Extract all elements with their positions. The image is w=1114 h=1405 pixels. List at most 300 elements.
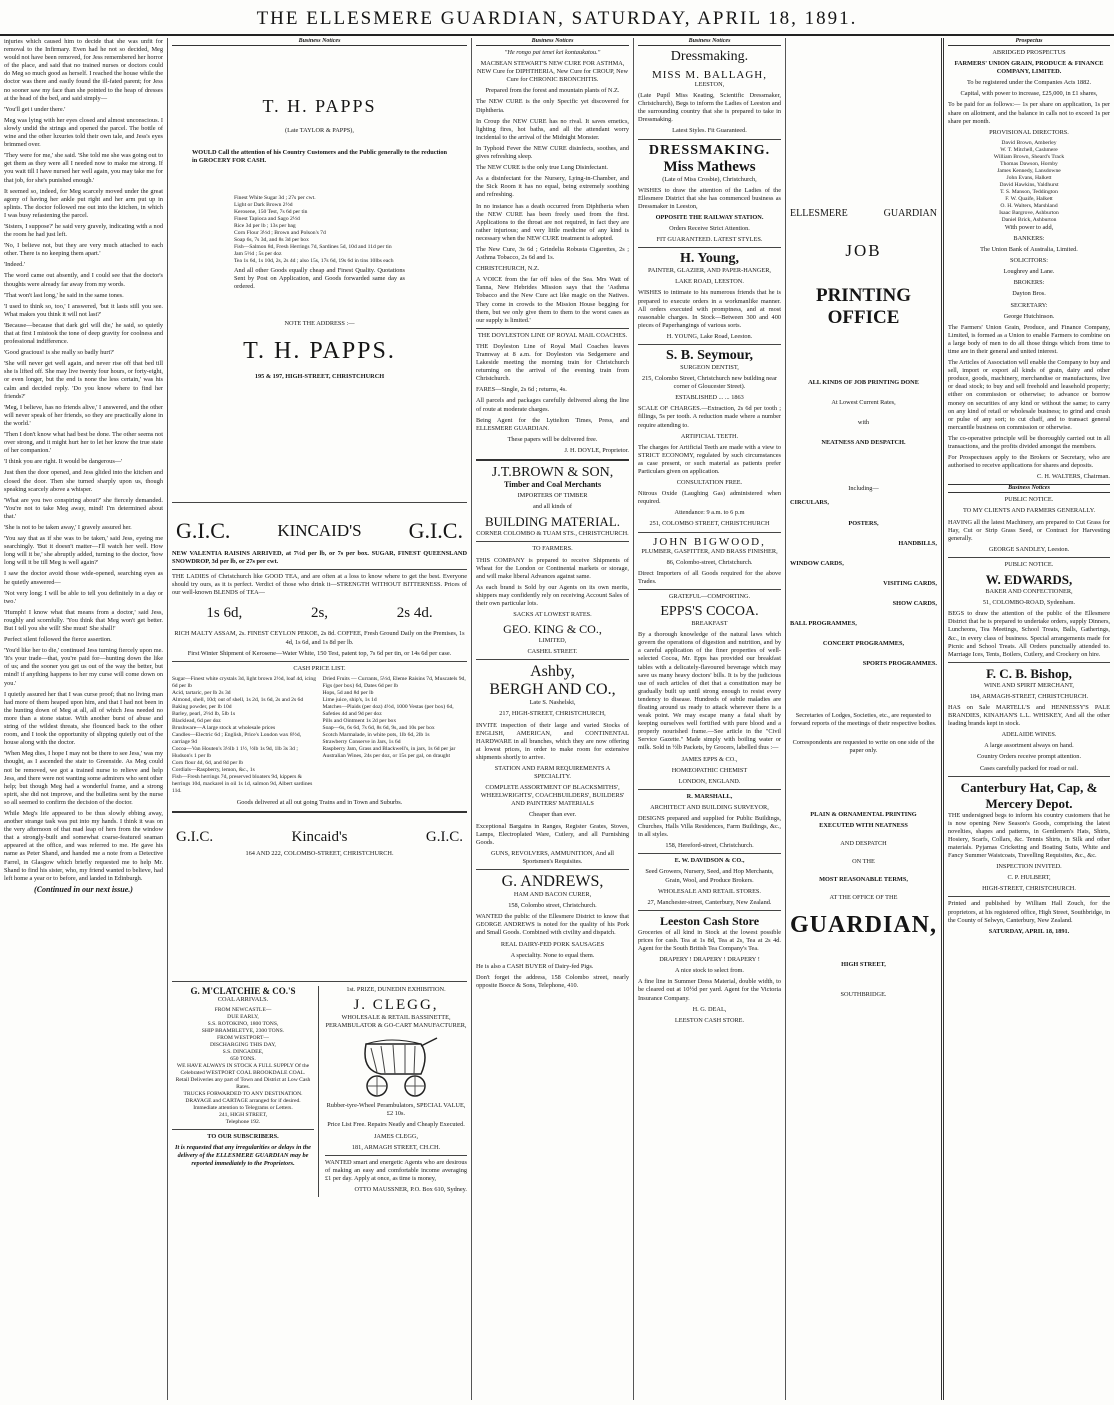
- ballagh-title: Dressmaking.: [670, 49, 749, 64]
- cash-item: Dried Fruits — Currants, 5½d, Eleme Raisins 7d, Muscatels 9d, Figs (per box) 6d, Dates 6d per lb: [322, 675, 466, 689]
- bankers-label: BANKERS:: [1013, 234, 1045, 242]
- director-name: James Kennedy, Lansdowne: [997, 167, 1061, 174]
- clegg-rubber: Rubber-tyre-Wheel Perambulators, SPECIAL VALUE, £2 10s.: [326, 1102, 466, 1118]
- director-name: William Brown, Sheard's Track: [993, 153, 1065, 160]
- macbean-paragraph: The NEW CURE is the only true Lung Disinfectant.: [476, 164, 608, 172]
- job-item: CIRCULARS,: [790, 499, 830, 507]
- seymour-scale: SCALE OF CHARGES.—Extraction, 2s 6d per tooth ; fillings, 5s per tooth. A reduction made where a number require attending to.: [638, 405, 781, 429]
- printing-office: PRINTING OFFICE: [815, 285, 911, 328]
- story-paragraph: 'Indeed.': [4, 261, 25, 269]
- farmers-union-text-2: The Articles of Association will enable the Company to buy and sell, import or export all kinds of grain, dairy and other produce, goods, machinery, merchandise or manufactures, live or dead stock; to buy and sell freehold and leasehold property; either on commission or otherwise; to advance or borrow money on securities of any kind or without the same; to carry on any kind of retail or wholesale business; to grind and crush or pulse of any sort; to cut chaff, and to transact general mercantile business on commission or otherwise.: [948, 359, 1110, 431]
- seymour-established: ESTABLISHED ... ... 1863: [675, 394, 744, 402]
- job-item: SPORTS PROGRAMMES.: [862, 660, 937, 668]
- papps-note: NOTE THE ADDRESS :—: [284, 319, 355, 327]
- epps-breakfast: BREAKFAST: [691, 620, 728, 628]
- andrews-address-note: Don't forget the address, 158 Colombo street, nearly opposite Boece & Sons, Telephone, 410.: [476, 973, 629, 989]
- andrews-address: 158, Colombo street, Christchurch.: [508, 902, 597, 910]
- story-paragraph: 'I used to think so, too,' I answered, 'but it lasts still you see. What makes you think it will not last?': [4, 302, 163, 318]
- story-paragraph: 'They were for me,' she said. 'She told me she was going out to get them as they were all I needed now to make me strong. If you wait till I have nursed her well again, you may take me for that job, for she's punished enough.': [4, 152, 163, 184]
- mathews-opposite: OPPOSITE THE RAILWAY STATION.: [655, 213, 764, 221]
- edwards-text: BEGS to draw the attention of the public of the Ellesmere District that he is prepared to undertake orders, supply Dinners, Luncheons, Tea Meetings, School Treats, Balls, Gatherings, &c., in every class of business. Special arrangements made for Picnic and School Treats. All Orders punctually attended to. Marriage Ices, Tents, Boilers, Cutlery, and Crockery on hire.: [948, 610, 1110, 658]
- public-notice-title: PUBLIC NOTICE.: [1004, 496, 1054, 504]
- jt-brown-all: and all kinds of: [533, 503, 572, 511]
- clegg-name: J. CLEGG,: [353, 997, 439, 1014]
- mcclatchie-line: DRAYAGE and CARTAGE arranged for if desired.: [185, 1098, 301, 1105]
- mcclatchie-line: 650 TONS.: [230, 1056, 256, 1063]
- young-name: H. Young,: [679, 251, 739, 267]
- kincaids-title: Kincaid's: [291, 828, 348, 845]
- cash-item: Cocoa—Van Houten's 3½lb 1 1½, ½lb 1s 9d, 1lb 3s 3d ; Hudson's 1 per lb: [172, 745, 298, 759]
- macbean-paragraph: CHRISTCHURCH, N.Z.: [476, 265, 540, 273]
- story-paragraph: 'Sisters, I suppose?' he said very gravely, indicating with a nod the room he had just left.: [4, 222, 163, 239]
- job-printing-column: [786, 38, 944, 1400]
- mcclatchie-line: Telephone 192.: [225, 1119, 261, 1126]
- farmers-sacks: SACKS AT LOWEST RATES.: [513, 611, 592, 619]
- cash-list-title: CASH PRICE LIST.: [293, 664, 346, 672]
- cash-item: Matches—Plaids (per doz) 4½d, 1000 Vestas (per box) 6d, Safeties 4d and 9d per doz: [322, 703, 454, 717]
- cash-item: Hops, 5d and 8d per lb: [322, 689, 374, 696]
- marshall-name: R. MARSHALL,: [686, 792, 733, 800]
- davidson-sub: Seed Growers, Nursery, Seed, and Hop Merchants, Grain, Wool, and Produce Brokers.: [645, 868, 774, 884]
- mcclatchie-line: DUE EARLY,: [227, 1014, 259, 1021]
- story-paragraph: 'You'd like her to die,' continued Jess turning fiercely upon me. 'It's your trade—that, you're paid for—hunting down the like of us; and the sooner you get us out of the way the better, but mind! if anything happens to her my curse will come down on you.': [4, 647, 163, 687]
- macbean-text: [476, 98, 629, 324]
- all-kinds: ALL KINDS OF JOB PRINTING DONE: [808, 379, 919, 386]
- column-heading: Business Notices: [172, 38, 467, 46]
- solicitors: Loughrey and Lane.: [1003, 268, 1055, 276]
- davidson-address: 27, Manchester-street, Canterbury, New Zealand.: [647, 898, 772, 906]
- story-paragraph: Perfect silent followed the fierce assertion.: [4, 636, 112, 644]
- public-notice-to: TO MY CLIENTS AND FARMERS GENERALLY.: [962, 507, 1096, 515]
- guardian-word: GUARDIAN: [883, 208, 937, 219]
- cash-item: Corn flour 4d, 6d, and 8d per lb: [172, 759, 243, 766]
- ballagh-fit: Latest Styles. Fit Guaranteed.: [672, 127, 747, 135]
- price-item: Finest Tapioca and Sago 2½d: [234, 216, 300, 223]
- story-paragraph: 'She will never get well again, and never rise off that bed till she is lifted off. She may live twenty four hours, or forty-eight, or even longer, but the end is none the less certain,' was his calm and decided reply. 'Do you know where to find her friends?': [4, 360, 163, 400]
- executed-neatness: EXECUTED WITH NEATNESS: [819, 821, 908, 829]
- secretary: George Hutchinson.: [1003, 312, 1055, 320]
- macbean-prepared: Prepared from the forest and mountain plants of N.Z.: [485, 87, 620, 95]
- cash-item: Strawberry Conserve in Jars, 1s 6d: [322, 738, 401, 745]
- story-paragraph: I quietly assured her that I was curse proof; that no living man had more of them heaped upon him, and that I had not been in the hunting down of Meg at all, all of which Jess needed no more than a stone statue. With another burst of abuse and string of the wildest threats, she flounced back to the other room, and I took the opportunity of slipping quietly out of the house along with the doctor.: [4, 690, 163, 747]
- reasonable-terms: MOST REASONABLE TERMS,: [819, 876, 908, 884]
- doyleston-papers: These papers will be delivered free.: [507, 435, 598, 443]
- seymour-consult: CONSULTATION FREE.: [676, 479, 743, 487]
- story-paragraph: injuries which caused him to decide that she was unfit for removal to the Infirmary. Even had he not so decided, Meg would not have been removed, for Jess remembered her horror of the place, and said that no trained nurses or doctors could do Meg so much good as herself. I reached the house while the doctor was there and easily found the ill-fated parent; for Jess no sooner saw my face than she pointed to the heap of dresses at the head of the bed, and said simply—: [4, 38, 163, 102]
- cash-item: Barley, pearl, 2½d lb, 5lb 1s: [172, 710, 236, 717]
- cash-item: Scotch Marmalade, in white pots, 1lb 6d, 2lb 1s: [322, 731, 430, 738]
- tea-prices: [172, 605, 467, 622]
- bergh-name: BERGH AND CO.,: [489, 681, 616, 699]
- tea-price: 2s,: [310, 605, 329, 622]
- lowest-rates: At Lowest Current Rates,: [831, 399, 896, 407]
- mcclatchie-sub: COAL ARRIVALS.: [217, 996, 269, 1003]
- solicitors-label: SOLICITORS:: [1009, 257, 1049, 265]
- imprint-date: SATURDAY, APRIL 18, 1891.: [988, 927, 1070, 935]
- seymour-name: S. B. Seymour,: [665, 347, 753, 363]
- story-paragraph: 'When Meg dies, I hope I may not be there to see Jess,' was my thought, as I ascended the stair to Greenside. As Meg could not be removed, we got a trained nurse to relieve and help Jess, and there were not wanting some admirers who sent other help; but though Meg had a wonderful frame, and a strong spirit, she did not improve, and the bulletins sent by the nurse so all seemed to confirm the decision of the doctor.: [4, 750, 163, 806]
- epps-london: LONDON, ENGLAND.: [678, 777, 741, 785]
- mcclatchie-line: Retail Deliveries any part of Town and District at Low Cash Rates.: [175, 1077, 311, 1091]
- with-word: with: [857, 419, 870, 427]
- macbean-paragraph: The New Cure, 3s 6d ; Grindelia Robusta Cigarettes, 2s ; Asthma Tobacco, 2s 6d and 1s.: [476, 245, 629, 262]
- doyleston-title: THE DOYLESTON LINE OF ROYAL MAIL COACHES.: [477, 331, 628, 339]
- clegg-prize: 1st. PRIZE, DUNEDIN EXHIBITION.: [346, 986, 446, 993]
- macbean-paragraph: In Typhoid Fever the NEW CURE disinfects, soothes, and gives refreshing sleep.: [476, 144, 629, 161]
- story-paragraph: 'Meg, I believe, has no friends alive,' I answered, and the other will never speak of her friends, so they are practically alone in the world.': [4, 403, 163, 427]
- seymour-artificial: ARTIFICIAL TEETH.: [680, 432, 739, 440]
- secretaries-note: Secretaries of Lodges, Societies, etc., are requested to forward reports of the meetings of their respective bodies.: [790, 712, 937, 728]
- story-paragraph: It seemed so, indeed, for Meg scarcely moved under the great agony of having her ankle put right and her arm put up in splints. The doctor followed me out into the kitchen, in which I was busy refastening the parcel.: [4, 187, 163, 219]
- seymour-artificial-text: The charges for Artificial Teeth are made with a view to STRICT ECONOMY, regulated by such circumstances as case present, or such material as patients prefer Particulars given on application.: [638, 443, 781, 475]
- story-paragraph: Just then the door opened, and Jess glided into the kitchen and closed the door. Then she turned sharply upon us, though speaking scarcely above a whisper.: [4, 469, 163, 493]
- tea-price: 1s 6d,: [206, 605, 243, 622]
- farmers-text-2: As each brand is Sold by our Agents on its own merits, shippers may confidently rely on receiving Account Sales of their own particular lots.: [476, 583, 629, 607]
- cash-item: Pills and Ointment 1s 2d per box: [322, 717, 397, 724]
- gic-tea: THE LADIES of Christchurch like GOOD TEA, and are often at a loss to know where to get the best. Everyone should try ours, as it is perfect. Verdict of those who drink it—STRENGTH WITHOUT BITTERNESS. Prices of our well-known BLENDS of TEA—: [172, 573, 467, 597]
- clegg-advert: [325, 986, 467, 1197]
- cash-item: Australian Wines, 24s per doz, or 15s per gal, on draught: [322, 752, 451, 759]
- provisional-directors: PROVISIONAL DIRECTORS.: [989, 128, 1069, 136]
- job-item: BALL PROGRAMMES,: [790, 620, 857, 628]
- director-name: T. S. Manson, Teddington: [1000, 188, 1058, 195]
- story-paragraph: 'No, I believe not, but they are very much attached to each other. There is no keeping them apart.': [4, 242, 163, 258]
- papps-outro: And all other Goods equally cheap and Finest Quality. Quotations Sent by Post on Application, and Goods forwarded same day as ordered.: [234, 267, 405, 291]
- epps-grateful: GRATEFUL—COMFORTING.: [668, 592, 751, 600]
- doyleston-parcels: All parcels and packages carefully delivered along the line of route at moderate charges.: [476, 397, 629, 413]
- marshall-address: 158, Hereford-street, Christchurch.: [665, 842, 754, 850]
- bigwood-name: JOHN BIGWOOD,: [653, 535, 766, 548]
- notices-column-4: [634, 38, 786, 1400]
- bishop-text: HAS on Sale MARTELL'S and HENNESSY'S PALE BRANDIES, KINAHAN'S L.L. WHISKEY, And all the other leading brands kept in stock.: [948, 703, 1110, 728]
- mathews-title: DRESSMAKING.: [648, 142, 771, 158]
- cash-item: Blacklead, 6d per doz: [172, 717, 221, 724]
- story-paragraph: 'Humph! I know what that means from a doctor,' said Jess, roughly and scornfully. 'You think that Meg won't get better. But I tell you she will! She must! She shall!': [4, 608, 163, 632]
- ashby-address: 217, HIGH-STREET, CHRISTCHURCH,: [499, 710, 606, 718]
- director-name: W. T. Mitchell, Cashmere: [1000, 146, 1058, 153]
- clegg-address: 181, ARMAGH STREET, CH.CH.: [351, 1143, 441, 1151]
- gic-right: G.I.C.: [408, 518, 463, 543]
- mcclatchie-advert: [172, 986, 319, 1197]
- cash-footer: Goods delivered at all out going Trains and in Town and Suburbs.: [236, 798, 403, 806]
- mathews-orders: Orders Receive Strict Attention.: [669, 225, 750, 233]
- ashby-guns: GUNS, REVOLVERS, AMMUNITION, And all Sportsmen's Requisites.: [490, 849, 615, 865]
- job-item: HANDBILLS,: [898, 539, 937, 547]
- wanted-sig: OTTO MAUSSNER, P.O. Box 610, Sydney.: [354, 1186, 467, 1194]
- story-paragraph: 'Then I don't know what had best be done. The other seems not over strong, and it might hurt her to let her know the true state of her companion.': [4, 431, 163, 455]
- mcclatchie-line: FROM WESTPORT—: [217, 1035, 269, 1042]
- bankers: The Union Bank of Australia, Limited.: [980, 246, 1078, 254]
- power-to-add: With power to add,: [1004, 223, 1054, 231]
- director-name: Thomas Dawson, Hornby: [1000, 160, 1058, 167]
- andrews-speciality: A speciality. None to equal them.: [510, 951, 595, 959]
- kincaid-advert: [172, 503, 467, 982]
- cash-item: Raspberry Jam, Grass and Blackwell's, in jars, 1s 6d per jar: [322, 745, 456, 752]
- cash-price-list: [172, 676, 467, 795]
- price-item: Kerosene, 150 Test, 7s 6d per tin: [234, 209, 308, 216]
- epps-homeopathic: HOMŒOPATHIC CHEMIST: [671, 766, 748, 774]
- farmers-union-capital: Capital, with power to increase, £25,000, in £1 shares,: [960, 90, 1098, 98]
- andrews-sub: HAM AND BACON CURER,: [513, 891, 592, 899]
- young-text: WISHES to intimate to his numerous friends that he is prepared to execute orders in a workmanlike manner. All orders executed with promptness, and at most reasonable charges. In Stock—Between 300 and 400 pieces of Paperhangings of various sorts.: [638, 289, 781, 329]
- ashby-station: STATION AND FARM REQUIREMENTS A SPECIALITY.: [494, 765, 611, 781]
- leeston-drapery: DRAPERY ! DRAPERY ! DRAPERY !: [659, 956, 760, 964]
- clegg-price: Price List Free. Repairs Neatly and Cheaply Executed.: [327, 1121, 465, 1129]
- masthead: [0, 4, 1114, 36]
- edwards-address: 51, COLOMBO-ROAD, Sydenham.: [982, 599, 1076, 607]
- andrews-buyer: He is also a CASH BUYER of Dairy-fed Pigs.: [476, 962, 594, 970]
- macbean-paragraph: As a disinfectant for the Nursery, Lying-in-Chamber, and the Sick Room it has no equal, being extremely soothing and refreshing.: [476, 175, 629, 199]
- andrews-text: WANTED the public of the Ellesmere District to know that GEORGE ANDREWS is noted for the quality of his Pork and Small Goods. Combined with civility and dispatch.: [476, 913, 629, 937]
- bottom-adverts: [172, 982, 467, 1197]
- mcclatchie-line: WE HAVE ALWAYS IN STOCK A FULL SUPPLY Of the Celebrated WESTPORT COAL BROOKDALE COAL.: [176, 1063, 310, 1077]
- cash-item: Brushware—A large stock at wholesale prices: [172, 724, 276, 731]
- story-paragraph: 'You say that as if she was to be taken,' said Jess, eyeing me searchingly. 'But it doesn't matter—I'll watch her well. How long will it be,' she abruptly added, turning to the doctor, 'how long will it be till Meg is well again?': [4, 535, 163, 567]
- canterbury-inspection: INSPECTION INVITED.: [996, 863, 1062, 871]
- story-column: [0, 38, 168, 1400]
- epps-text: By a thorough knowledge of the natural laws which govern the operations of digestion and nutrition, and by a careful application of the finer properties of well-selected Cocoa, Mr. Epps has provided our breakfast tables with a delicately-flavoured beverage which may save us many heavy doctors' bills. It is by the judicious use of such articles of diet that a constitution may be gradually built up until strong enough to resist every tendency to disease. Hundreds of subtle maladies are floating around us ready to attack wherever there is a weak point. We may escape many a fatal shaft by keeping ourselves well fortified with pure blood and a properly nourished frame.—See article in the "Civil Service Gazette." Made simply with boiling water or milk. Sold in ½lb Packets, by Grocers, labelled thus :—: [638, 631, 781, 752]
- bigwood-importers: Direct Importers of all Goods required for the above Trades.: [638, 569, 781, 585]
- director-name: O. H. Walters, Marshland: [1000, 202, 1058, 209]
- bigwood-sub: PLUMBER, GASFITTER, AND BRASS FINISHER,: [641, 547, 778, 555]
- ashby-text: INVITE inspection of their large and varied Stocks of ENGLISH, AMERICAN, and CONTINENTAL HARDWARE in all branches, which they are now offering at lowest prices, in order to make room for extensive shipments shortly to arrive.: [476, 721, 629, 761]
- kincaid-address: 164 AND 222, COLOMBO-STREET, CHRISTCHURCH.: [245, 849, 394, 857]
- davidson-name: E. W. DAVIDSON & CO.,: [674, 857, 745, 865]
- mcclatchie-line: Immediate attention to Telegrams or Letters.: [193, 1105, 293, 1112]
- canterbury-depot-name: Canterbury Hat, Cap, & Mercery Depot.: [960, 779, 1098, 811]
- doyleston-fares: FARES—Single, 2s 6d ; returns, 4s.: [476, 386, 567, 394]
- mcclatchie-line: S.S. ROTOKINO, 1800 TONS,: [207, 1021, 279, 1028]
- column-heading: Business Notices: [948, 484, 1110, 493]
- notices-column-2: [168, 38, 472, 1400]
- seymour-attendance: Attendance: 9 a.m. to 6 p.m: [674, 509, 745, 517]
- jt-brown-name: J.T.BROWN & SON,: [491, 465, 614, 481]
- southbridge: SOUTHBRIDGE.: [840, 991, 887, 999]
- papps-address: 195 & 197, HIGH-STREET, CHRISTCHURCH: [254, 372, 385, 380]
- jt-brown-sub: Timber and Coal Merchants: [503, 480, 602, 490]
- mcclatchie-lines: [172, 1007, 314, 1126]
- public-notice-text: HAVING all the latest Machinery, am prepared to Cut Grass for Hay, Cut or Strip Grass Seed, or Contract for Harvesting generally.: [948, 518, 1110, 542]
- geo-king-name: GEO. KING & CO.,: [503, 622, 602, 637]
- macbean-paragraph: The NEW CURE is the only Specific yet discovered for Diphtheria.: [476, 98, 629, 114]
- macbean-paragraph: A VOICE from the far off isles of the Sea. Mrs Watt of Tanna, New Hebrides Mission says that the 'Asthma Tobacco and the New Cure act like magic on the Natives. They come in crowds to the Mission House begging for them, but we only give them to them to the worst cases as our supply is limited.': [476, 276, 629, 324]
- notices-column-3: [472, 38, 634, 1400]
- director-name: David Hawkins, Yaldhurst: [999, 181, 1059, 188]
- leeston-sig: H. G. DEAL,: [692, 1005, 727, 1013]
- directors-list: [948, 140, 1110, 224]
- cash-item: Sugar—Finest white crystals 3d, light brown 2½d, loaf 4d, icing 6d per lb: [172, 675, 317, 689]
- ballagh-name: MISS M. BALLAGH,: [651, 69, 767, 81]
- ballagh-town: LEESTON,: [694, 81, 725, 88]
- story-paragraph: Meg was lying with her eyes closed and almost unconscious. I slowly undid the strings and opened the parcel. The bottle of wine and the other luxuries told their own tale, and Jess's eyes brimmed over.: [4, 116, 163, 149]
- guardian-large: GUARDIAN,: [790, 912, 937, 939]
- young-sub: PAINTER, GLAZIER, AND PAPER-HANGER,: [647, 267, 772, 275]
- director-name: Daniel Brick, Ashburton: [1001, 216, 1057, 223]
- papps-advert: [172, 49, 467, 503]
- canterbury-address: HIGH-STREET, CHRISTCHURCH.: [982, 885, 1076, 893]
- mathews-name: Miss Mathews: [663, 158, 756, 175]
- ballagh-text: (Late Pupil Miss Keating, Scientific Dressmaker, Christchurch), Begs to inform the Ladies of Leeston and the surrounding country that she is prepared to take in Dressmaking.: [638, 92, 781, 124]
- ashby-late: Late S. Nashelski,: [529, 699, 576, 707]
- column-heading: Business Notices: [476, 38, 629, 46]
- edwards-sub: BAKER AND CONFECTIONER,: [985, 588, 1073, 596]
- andrews-pork: REAL DAIRY-FED PORK SAUSAGES: [500, 940, 605, 948]
- mcclatchie-line: DISCHARGING THIS DAY,: [210, 1042, 276, 1049]
- prospectus-column: [944, 38, 1114, 1400]
- ashby-complete: COMPLETE ASSORTMENT OF BLACKSMITHS', WHEELWRIGHTS', COACHBUILDERS', BUILDERS' AND PAINTERS' MATERIALS: [480, 784, 625, 808]
- bishop-name: F. C. B. Bishop,: [986, 665, 1072, 681]
- job-item: WINDOW CARDS,: [790, 559, 844, 567]
- director-name: John Evans, Halkett: [1006, 174, 1052, 181]
- cash-item: Baking powder, per lb 10d: [172, 703, 232, 710]
- marshall-text: DESIGNS prepared and supplied for Public Buildings, Churches, Halls Villa Residences, Farm Buildings, &c., in all styles.: [638, 815, 781, 839]
- jt-brown-building: BUILDING MATERIAL.: [484, 514, 621, 530]
- epps-sig: JAMES EPPS & CO.,: [681, 755, 738, 763]
- wanted-agents: WANTED smart and energetic Agents who are desirous of making an easy and comfortable income averaging £1 per day. Apply at once, as time is money,: [325, 1158, 467, 1182]
- brokers: Dayton Bros.: [1012, 290, 1046, 298]
- epps-name: EPPS'S COCOA.: [660, 604, 759, 620]
- gic-left: G.I.C.: [176, 518, 231, 543]
- public-notice-2-title: PUBLIC NOTICE.: [1004, 560, 1054, 568]
- farmers-title: TO FARMERS.: [532, 545, 573, 553]
- subscribers-title: TO OUR SUBSCRIBERS.: [207, 1133, 279, 1141]
- story-paragraph: 'I think you are right. It would be dangerous—': [4, 458, 123, 466]
- ashby-bargains: Exceptional Bargains in Ranges, Register Grates, Stoves, Lamps, Electroplated Ware, Cutlery, and all Furnishing Goods.: [476, 822, 629, 846]
- perambulator-illustration: [351, 1034, 441, 1098]
- mcclatchie-name: G. M'CLATCHIE & CO.'S: [190, 986, 296, 996]
- continued-notice: (Continued in our next issue.): [34, 884, 133, 894]
- at-office: AT THE OFFICE OF THE: [829, 894, 898, 902]
- ashby-name: Ashby,: [530, 663, 575, 681]
- story-paragraph: The word came out absently, and I could see that the doctor's thoughts were already far away from my words.: [4, 272, 163, 288]
- brokers-label: BROKERS:: [1013, 279, 1045, 287]
- papps-price-list: [234, 195, 467, 265]
- leeston-cash-store-name: Leeston Cash Store: [659, 913, 760, 928]
- macbean-title: MACBEAN STEWART'S NEW CURE FOR ASTHMA, NEW Cure for DIPHTHERIA, New Cure for CROUP, New Cure for CHRONIC BRONCHITIS.: [477, 60, 628, 84]
- story-paragraph: 'Good gracious! is she really so badly hurt?': [4, 349, 115, 357]
- price-item: Soap 6s, 7s 3d, and 8s 3d per box: [234, 237, 309, 244]
- farmers-union-reg: To be registered under the Companies Acts 1882.: [966, 79, 1092, 87]
- story-paragraph: 'You'll get i under there.': [4, 105, 66, 113]
- gic-assam: RICH MALTY ASSAM, 2s. FINEST CEYLON PEKOE, 2s 8d. COFFEE, Fresh Ground Daily on the Premises, 1s 4d, 1s 6d, and 1s 8d per lb.: [174, 630, 465, 646]
- and-despatch: AND DESPATCH: [840, 839, 887, 847]
- price-item: Finest White Sugar 3d ; 27s per cwt.: [234, 195, 316, 202]
- geo-king-sub: LIMITED,: [538, 637, 567, 645]
- story-paragraph: 'Because—because that dark girl will die,' he said, so quietly that at first I mistook the tone of deep gravity for coolness and professional indifference.: [4, 321, 163, 346]
- seymour-nitrous: Nitrous Oxide (Laughing Gas) administered when required.: [638, 490, 781, 506]
- mcclatchie-line: S.S. DINGADEE,: [222, 1049, 264, 1056]
- gic-left: G.I.C.: [176, 828, 214, 845]
- including: Including—: [848, 485, 879, 493]
- story-paragraph: 'She is not to be taken away,' I gravely assured her.: [4, 523, 132, 531]
- bishop-address: 184, ARMAGH-STREET, CHRISTCHURCH.: [969, 692, 1089, 700]
- papps-name-large: T. H. PAPPS.: [243, 337, 396, 364]
- high-street: HIGH STREET,: [841, 961, 886, 969]
- price-item: Light or Dark Brown 2½d: [234, 202, 293, 209]
- secretary-label: SECRETARY:: [1010, 301, 1048, 309]
- story-text: [4, 38, 163, 883]
- doyleston-agent: Being Agent for the Lyttelton Times, Press, and ELLESMERE GUARDIAN.: [476, 416, 629, 432]
- price-item: Tea 1s 6d, 1s 10d, 2s, 2s 4d ; also 15s, 17s 6d, 19s 6d in tins 10lbs each: [234, 258, 394, 265]
- column-heading: Business Notices: [638, 38, 781, 46]
- papps-name: T. H. PAPPS: [262, 96, 377, 116]
- jt-brown-importers: IMPORTERS OF TIMBER: [517, 492, 588, 500]
- job-items: [790, 499, 937, 668]
- jt-brown-address: CORNER COLOMBO & TUAM STS., CHRISTCHURCH.: [476, 530, 629, 538]
- clegg-sig: JAMES CLEGG,: [373, 1132, 419, 1140]
- farmers-union-forms: For Prospectuses apply to the Brokers or Secretary, who are authorised to receive applications for shares and deposits.: [948, 454, 1110, 470]
- mcclatchie-line: FROM NEWCASTLE—: [214, 1007, 272, 1014]
- leeston-sig-2: LEESTON CASH STORE.: [674, 1016, 745, 1024]
- cash-item: Cordials—Raspberry, lemon, &c., 1s: [172, 766, 255, 773]
- farmers-union-sig: C. H. WALTERS, Chairman.: [1037, 473, 1110, 481]
- seymour-address: 215, Colombo Street, Christchurch new building near corner of Gloucester Street).: [641, 375, 777, 391]
- doyleston-text: THE Doyleston Line of Royal Mail Coaches leaves Tramway at 8 a.m. for Doyleston via Sedgemere and Lakeside meeting the morning train for Christchurch returning on the arrival of the evening train from Christchurch.: [476, 342, 629, 383]
- job-item: POSTERS,: [848, 519, 879, 527]
- leeston-stock: A nice stock to select from.: [675, 967, 744, 975]
- neatness: NEATNESS AND DESPATCH.: [821, 439, 906, 447]
- mcclatchie-line: 241, HIGH STREET,: [218, 1112, 268, 1119]
- gic-right: G.I.C.: [425, 828, 463, 845]
- ellesmere-word: ELLESMERE: [790, 208, 848, 219]
- correspondents-note: Correspondents are requested to write on one side of the paper only.: [792, 738, 935, 754]
- director-name: David Brown, Amberley: [1001, 139, 1057, 146]
- geo-king-address: CASHEL STREET.: [527, 648, 578, 656]
- director-name: F. W. Quaife, Halkett: [1005, 195, 1053, 202]
- seymour-address-2: 251, COLOMBO STREET, CHRISTCHURCH: [649, 520, 770, 528]
- cash-item: Almond, shell, 10d; out of shell, 1s 2d, 1s 6d, 2s and 2s 6d: [172, 696, 304, 703]
- papps-intro: WOULD Call the attention of his Country Customers and the Public generally to the reduction in GROCERY FOR CASH.: [192, 149, 447, 165]
- papps-late: (Late TAYLOR & PAPPS),: [285, 127, 354, 134]
- price-item: Fish—Salmon 8d, Fresh Herrings 7d, Sardines 5d, 10d and 11d per tin: [234, 244, 392, 251]
- abridged: ABRIDGED PROSPECTUS: [992, 49, 1066, 56]
- seymour-sub: SURGEON DENTIST,: [680, 363, 739, 371]
- public-notice-sig: GEORGE SANDLEY, Leeston.: [988, 545, 1070, 553]
- subscribers-text: It is requested that any irregularities or delays in the delivery of the ELLESMERE GUARDIAN may be reported immediately to the Proprietors.: [175, 1144, 311, 1168]
- story-paragraph: While Meg's life appeared to be thus slowly ebbing away, another strange task was put into my hands. I think it was on the very afternoon of that mad leap of hers from the window that a strongly-built and somewhat coarse-featured seaman appeared at the office, and was referred to me. He gave his name as Peter Shand, and handed me a note from a Detective Farrel, in Glasgow which briefly requested me to help Mr. Shand to find his sister, who, my friend wanted to believe, had left home a year or to before, and landed in Edinburgh.: [4, 809, 163, 882]
- farmers-union-text: The Farmers' Union Grain, Produce, and Finance Company, Limited, is formed as a Union to enable Farmers to combine on a large body of men to do all those things which from time to time are in their general and united interest.: [948, 323, 1110, 355]
- job-item: VISITING CARDS,: [883, 579, 937, 587]
- farmers-union-coop: The co-operative principle will be thoroughly carried out in all transactions, and the profits divided amongst the members.: [948, 434, 1110, 450]
- bishop-sub: WINE AND SPIRIT MERCHANT,: [983, 681, 1075, 689]
- cash-item: Candles—Electric 6d ; English, Price's London wax 8½d, carriage 9d: [172, 731, 302, 745]
- canterbury-text: THE undersigned begs to inform his country customers that he is now opening New Season's Goods, comprising the latest novelties, shapes and patterns, in Gentlemen's Hats, Shirts, Hosiery, Scarfs, Collars, &c. Tennis Shirts, in Silk and other materials. Pyjamas Cricketing and Boating Suits, White and Fancy Summer Waistcoats, Travelling Requisites, &c., &c.: [948, 811, 1110, 860]
- price-item: Corn Flour 3½d ; Brown and Polson's 7d: [234, 230, 326, 237]
- cash-item: Fish—Fresh herrings 7d, preserved bloaters 9d, kippers & herrings 10d, mackarel in oil 1s 1d, salmon 9d, Albert sardines 11d.: [172, 773, 313, 794]
- young-address: LAKE ROAD, LEESTON.: [675, 278, 744, 286]
- story-paragraph: 'What are you two conspiring about?' she fiercely demanded. 'You're not to take Meg away, mind! I'm determined about that.': [4, 496, 163, 520]
- cash-item: Acid, tartaric, per lb 2s 3d: [172, 689, 231, 696]
- mcclatchie-line: SHIP BRAMBLETYE, 2300 TONS.: [201, 1028, 285, 1035]
- bishop-cases: Cases carefully packed for road or rail.: [979, 764, 1079, 772]
- kincaids-title: KINCAID'S: [277, 521, 362, 540]
- job-item: SHOW CARDS,: [892, 599, 937, 607]
- edwards-name: W. EDWARDS,: [985, 572, 1073, 588]
- leeston-text: Groceries of all kind in Stock at the lowest possible prices for cash. Tea at 1s 8d, Tea at 2s, Tea at 2s 4d. Agent for the South British Tea Company's Tea.: [638, 928, 781, 953]
- farmers-union-paid: To be paid for as follows:— 1s per share on application, 1s per share on allotment, and the balance in calls not to exceed 1s per share per month.: [948, 101, 1110, 125]
- bishop-large: A large assortment always on hand.: [984, 742, 1074, 750]
- director-name: Isaac Bargrove, Ashburton: [999, 209, 1059, 216]
- leeston-text-2: A fine line in Summer Dress Material, double width, to be cleared out at 10½d per yard. Agent for the Victoria Insurance Company.: [638, 978, 781, 1002]
- canterbury-sig: C. P. HULBERT,: [1007, 874, 1051, 882]
- farmers-text: THIS COMPANY is prepared to receive Shipments of Wheat for the London or Continental markets or storage, and will make liberal Advances against same.: [476, 556, 629, 580]
- davidson-stores: WHOLESALE AND RETAIL STORES.: [657, 887, 762, 895]
- mathews-fit: FIT GUARANTEED. LATEST STYLES.: [656, 236, 763, 244]
- column-heading: Prospectus: [948, 38, 1110, 46]
- mathews-late: (Late of Miss Crosbie), Christchurch,: [662, 175, 757, 183]
- macbean-paragraph: In no instance has a death occurred from Diphtheria when the NEW CURE has been freely used from the first. Applications to the throat are not required, in fact they are rather injurious; and very little medicine of any kind is necessary when the NEW CURE treatment is adopted.: [476, 202, 629, 242]
- job-word: JOB: [845, 241, 882, 260]
